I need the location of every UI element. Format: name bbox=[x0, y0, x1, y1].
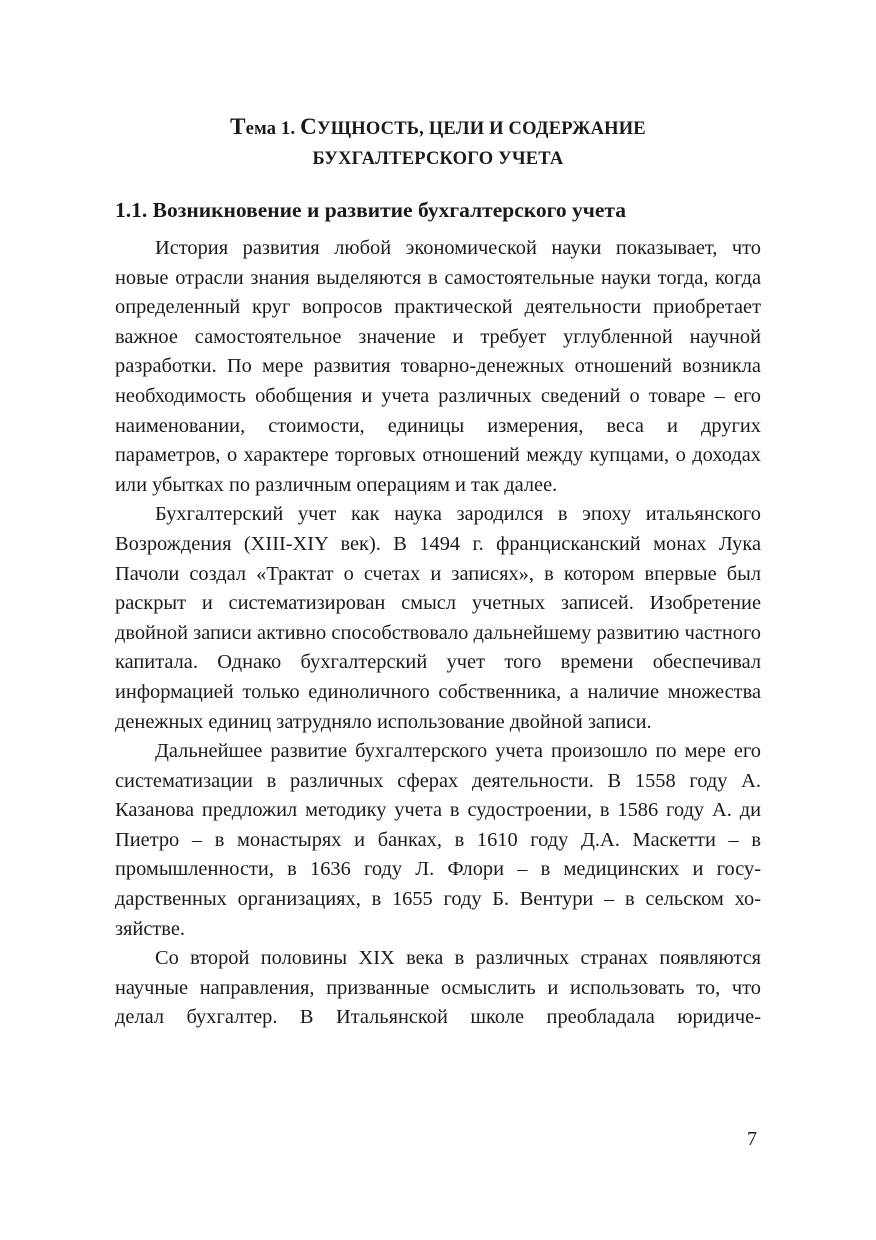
paragraph: Дальнейшее развитие бухгалтерского учета произошло по мере его систематизации в различных сферах деятельности. В 1558 году А. Казанова предложил методику учета в судостроении, в 1586 году А. ди Пиетро – в монастырях и банках, в 1610 году Д.А. Маскетти – в промышленности, в 1636 году Л. Флори – в медицинских и государственных организациях, в 1655 году Б. Вентури – в сельском хозяйстве. bbox=[115, 740, 761, 940]
paragraph: Со второй половины XIX века в различных странах появляются научные направления, призванные осмыслить и использовать то, что делал бухгалтер. В Итальянской школе преобладала юридиче- bbox=[115, 947, 761, 1029]
chapter-title-initial-2: С bbox=[300, 114, 317, 139]
chapter-title-line-1 bbox=[115, 112, 761, 144]
chapter-title-line-2: БУХГАЛТЕРСКОГО УЧЕТА bbox=[312, 149, 564, 169]
chapter-title-initial: Т bbox=[230, 114, 246, 139]
paragraph: История развития любой экономической науки показывает, что новые отрасли знания выделяются в самостоятельные науки тогда, когда определенный круг вопросов практической деятельности приобретает важное самостоятельное значение и требует углубленной научной разработки. По мере развития товарно-денежных отношений возникла необходимость обобщения и учета различных сведений о товаре – его наименовании, стоимости, единицы измерения, веса и других параметров, о характере торговых отношений между купцами, о доходах или убытках по различным операциям и так далее. bbox=[115, 237, 761, 496]
body-text bbox=[115, 234, 761, 1033]
section-title: 1.1. Возникновение и развитие бухгалтерского учета bbox=[115, 198, 626, 222]
page-number: 7 bbox=[747, 1128, 757, 1150]
chapter-title-words: УЩНОСТЬ, ЦЕЛИ И СОДЕРЖАНИЕ bbox=[316, 119, 646, 139]
paragraph: Бухгалтерский учет как наука зародился в эпоху итальянского Возрождения (XIII-XIY век). В 1494 г. францисканский монах Лука Пачоли создал «Трактат о счетах и записях», в котором впервые был раскрыт и систематизирован смысл учетных записей. Изобретение двойной записи активно способствовало дальнейшему развитию частного капитала. Однако бухгалтерский учет того времени обеспечивал информацией только единоличного собственника, а наличие множества денежных единиц затрудняло использование двойной записи. bbox=[115, 503, 761, 733]
document-page bbox=[115, 112, 761, 1033]
chapter-title bbox=[115, 112, 761, 174]
chapter-title-word: ема 1. bbox=[245, 119, 301, 139]
